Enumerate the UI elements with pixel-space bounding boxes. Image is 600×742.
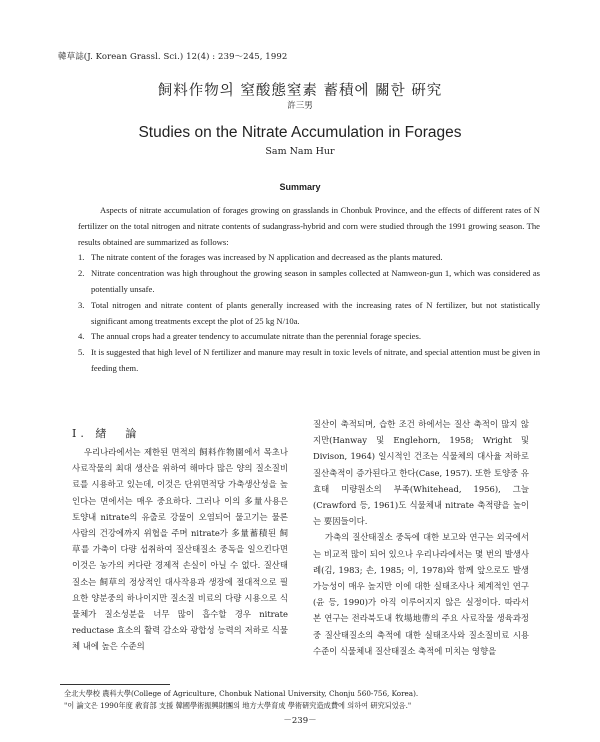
abstract-intro: Aspects of nitrate accumulation of forages growing on grasslands in Chonbuk Province, and the effects of different rates of N fertilizer on the total nitrogen and nitrate contents of sudangrass-hybrid and corn were studied through the 1991 growing season. The results obtained are summarized as follows: [78, 205, 540, 247]
results-list [78, 250, 540, 376]
result-text: It is suggested that high level of N fertilizer and manure may result in toxic levels of nitrate, and special attention must be given in feeding them. [91, 347, 540, 373]
result-number: 4. [78, 331, 85, 342]
result-text: The nitrate content of the forages was increased by N application and decreased as the plants matured. [91, 252, 443, 263]
journal-citation: 韓草誌(J. Korean Grassl. Sci.) 12(4) : 239～245, 1992 [58, 52, 288, 62]
introduction-heading: I. 緖 論 [72, 427, 141, 440]
result-text: Nitrate concentration was high throughout the growing season in samples collected at Namweon-gun 1, which was considered as potentially unsafe. [91, 268, 540, 294]
result-text: The annual crops had a greater tendency to accumulate nitrate than the perennial forage species. [91, 331, 421, 342]
footnote-funding: "이 論文은 1990年度 敎育部 支援 韓國學術振興財團의 地方大學育成 學術硏究造成費에 의하여 硏究되었음." [64, 701, 412, 710]
page-number: －239－ [283, 716, 317, 726]
english-author: Sam Nam Hur [265, 146, 335, 157]
result-item [78, 266, 540, 298]
footnote-affiliation: 全北大學校 農科大學(College of Agriculture, Chonbuk National University, Chonju 560-756, Korea). [64, 689, 419, 698]
result-item [78, 298, 540, 330]
right-column [313, 416, 529, 659]
english-title: Studies on the Nitrate Accumulation in Forages [138, 124, 462, 141]
result-item [78, 345, 540, 377]
left-column-text: 우리나라에서는 제한된 면적의 飼料作物園에서 목초나 사료작물의 최대 생산을 위하여 해마다 많은 양의 질소질비료를 시용하고 있는데, 이것은 단위면적당 가축생산성을 높인다는 면에서는 매우 중요하다. 그러나 이의 多量사용은 토양내 nitrate의 유출로 강물이 오염되어 물고기는 물론 사람의 건강에까지 위협을 주며 nitrate가 多量蓄積된 飼草를 가축이 다량 섭취하여 질산태질소 중독을 일으킨다면 이것은 농가의 커다란 경제적 손실이 아닐 수 없다. 질산태질소는 飼草의 정상적인 대사작용과 생장에 절대적으로 필요한 양분중의 하나이지만 질소질 비료의 다량 시용으로 식물체가 질소성분을 너무 많이 흡수할 경우 nitrate reductase 효소의 활력 감소와 광합성 능력의 저하로 식물체 내에 높은 수준의 [72, 447, 288, 652]
footnote [64, 688, 544, 712]
result-number: 3. [78, 299, 85, 310]
footnote-divider [60, 684, 170, 685]
result-number: 2. [78, 268, 85, 279]
right-column-paragraph: 가축의 질산태질소 중독에 대한 보고와 연구는 외국에서는 비교적 많이 되어 있으나 우리나라에서는 몇 번의 발생사례(김, 1983; 손, 1985; 이, 1978)와 함께 앞으로도 발생가능성이 매우 높지만 이에 대한 실태조사나 체계적인 연구(윤 등, 1990)가 아직 이루어지지 않은 실정이다. 따라서 본 연구는 전라북도내 牧場地帶의 주요 사료작물 생육과정 중 질산태질소의 축적에 대한 실태조사와 질소질비료 시용수준이 식물체내 질산태질소 축적에 미치는 영향을 [313, 532, 529, 656]
korean-author: 許三男 [287, 101, 313, 111]
abstract [78, 203, 540, 377]
right-column-paragraph: 질산이 축적되며, 습한 조건 하에서는 질산 축적이 많지 않지만(Hanway 및 Englehorn, 1958; Wright 및 Divison, 1964) 일시적인 건조는 식물체의 대사율 저하로 질산축적이 증가된다고 한다(Case, 1957). 또한 토양중 유효태 미량원소의 부족(Whitehead, 1956), 그늘(Crawford 등, 1961)도 식물체내 nitrate 축적량을 높이는 要因들이다. [313, 419, 529, 527]
result-text: Total nitrogen and nitrate content of plants generally increased with the increasing rates of N fertilizer, but not statistically significant among treatments except the plot of 25 kg N/10a. [91, 299, 540, 326]
summary-heading: Summary [279, 182, 321, 192]
result-number: 5. [78, 347, 85, 358]
result-item [78, 329, 540, 345]
korean-title: 飼料作物의 窒酸態窒素 蓄積에 關한 硏究 [157, 83, 443, 99]
result-number: 1. [78, 252, 85, 263]
result-item [78, 250, 540, 266]
